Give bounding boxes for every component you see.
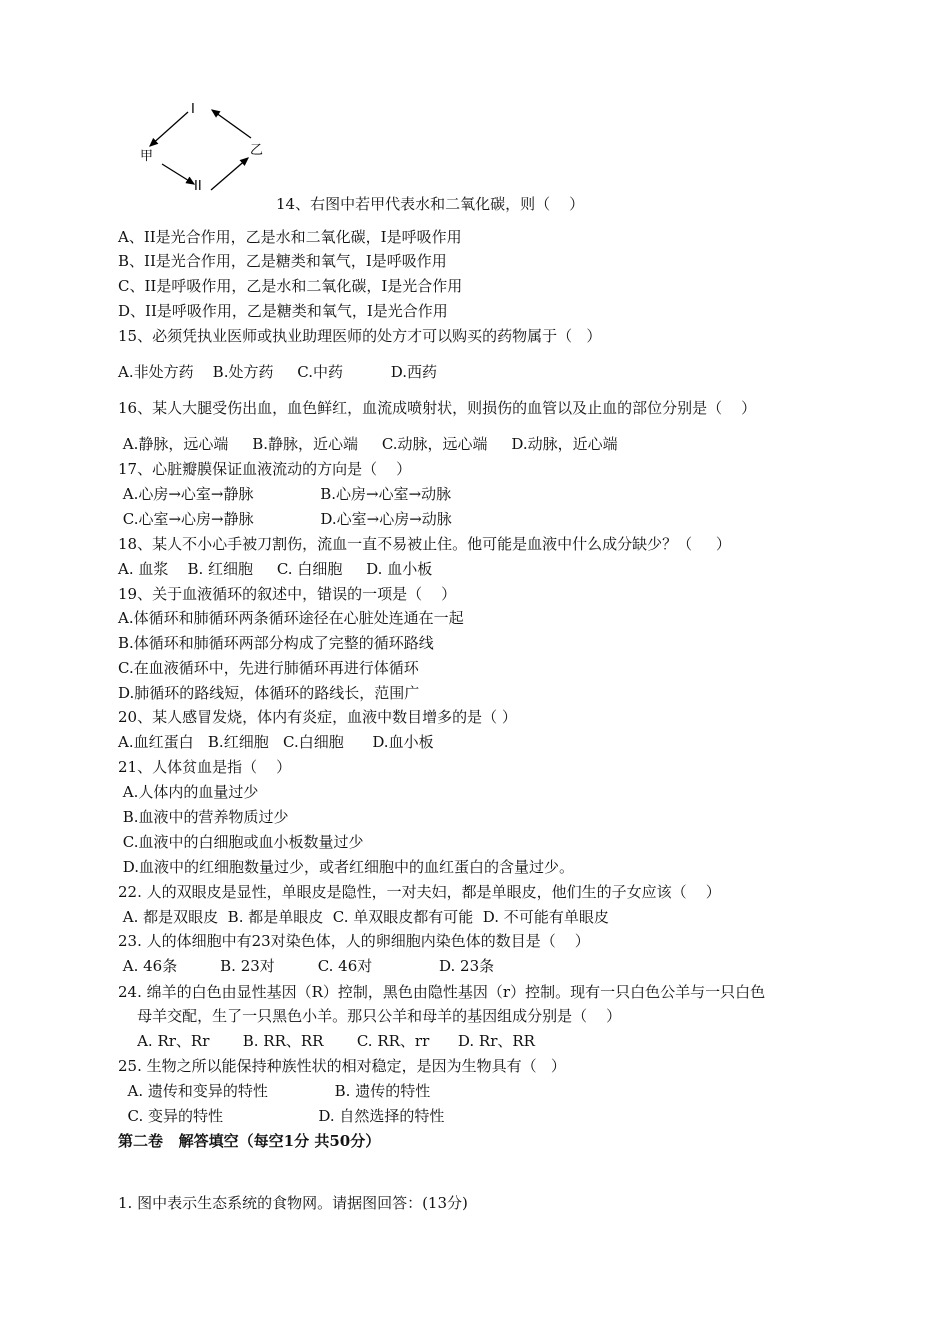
question-22: 22. 人的双眼皮是显性，单眼皮是隐性，一对夫妇，都是单眼皮，他们生的子女应该（ ） (118, 883, 721, 901)
q24-options: A. Rr、Rr B. RR、RR C. RR、rr D. Rr、RR (118, 1032, 535, 1050)
arrow-I-to-jia (150, 112, 188, 146)
label-II: II (194, 179, 202, 194)
question-14: 14、右图中若甲代表水和二氧化碳，则（ ） (276, 195, 585, 213)
question-15: 15、必须凭执业医师或执业助理医师的处方才可以购买的药物属于（ ） (118, 327, 602, 345)
q19-option-c: C.在血液循环中，先进行肺循环再进行体循环 (118, 659, 419, 677)
q17-options-cd: C.心室→心房→静脉 D.心室→心房→动脉 (118, 510, 452, 528)
q21-option-a: A.人体内的血量过少 (118, 783, 259, 801)
q16-options: A.静脉，远心端 B.静脉，近心端 C.动脉，远心端 D.动脉，近心端 (118, 435, 618, 453)
question-17: 17、心脏瓣膜保证血液流动的方向是（ ） (118, 460, 412, 478)
question-20: 20、某人感冒发烧，体内有炎症，血液中数目增多的是（ ） (118, 708, 517, 726)
q20-options: A.血红蛋白 B.红细胞 C.白细胞 D.血小板 (118, 733, 434, 751)
q15-options: A.非处方药 B.处方药 C.中药 D.西药 (118, 363, 437, 381)
arrow-II-to-yi (211, 158, 248, 190)
arrow-jia-to-II (162, 164, 194, 184)
q25-options-ab: A. 遗传和变异的特性 B. 遗传的特性 (118, 1082, 431, 1100)
question-19: 19、关于血液循环的叙述中，错误的一项是（ ） (118, 585, 457, 603)
q19-option-d: D.肺循环的路线短，体循环的路线长，范围广 (118, 684, 420, 702)
q19-option-b: B.体循环和肺循环两部分构成了完整的循环路线 (118, 634, 434, 652)
question-16: 16、某人大腿受伤出血，血色鲜红，血流成喷射状，则损伤的血管以及止血的部位分别是（ ） (118, 399, 757, 417)
question-21: 21、人体贫血是指（ ） (118, 758, 292, 776)
cycle-diagram (136, 98, 286, 196)
question-18: 18、某人不小心手被刀割伤，流血一直不易被止住。他可能是血液中什么成分缺少？（ ） (118, 535, 731, 553)
question-24-line2: 母羊交配，生了一只黑色小羊。那只公羊和母羊的基因组成分别是（ ） (118, 1007, 622, 1025)
q14-option-d: D、II是呼吸作用，乙是糖类和氧气，I是光合作用 (118, 302, 448, 320)
section-2-question-1: 1. 图中表示生态系统的食物网。请据图回答：(13分) (118, 1194, 468, 1212)
q25-options-cd: C. 变异的特性 D. 自然选择的特性 (118, 1107, 445, 1125)
section-2-title: 第二卷 解答填空（每空1分 共50分） (118, 1132, 381, 1150)
q14-option-b: B、II是光合作用，乙是糖类和氧气，I是呼吸作用 (118, 252, 447, 270)
q19-option-a: A.体循环和肺循环两条循环途径在心脏处连通在一起 (118, 609, 464, 627)
q23-options: A. 46条 B. 23对 C. 46对 D. 23条 (118, 957, 495, 975)
question-25: 25. 生物之所以能保持种族性状的相对稳定，是因为生物具有（ ） (118, 1057, 566, 1075)
question-23: 23. 人的体细胞中有23对染色体，人的卵细胞内染色体的数目是（ ） (118, 932, 590, 950)
q18-options: A. 血浆 B. 红细胞 C. 白细胞 D. 血小板 (118, 560, 433, 578)
q17-options-ab: A.心房→心室→静脉 B.心房→心室→动脉 (118, 485, 452, 503)
label-yi: 乙 (250, 143, 264, 158)
arrow-yi-to-I (212, 110, 251, 138)
q22-options: A. 都是双眼皮 B. 都是单眼皮 C. 单双眼皮都有可能 D. 不可能有单眼皮 (118, 908, 609, 926)
label-jia: 甲 (140, 149, 154, 164)
q21-option-b: B.血液中的营养物质过少 (118, 808, 289, 826)
label-I: I (191, 102, 195, 117)
q14-option-c: C、II是呼吸作用，乙是水和二氧化碳，I是光合作用 (118, 277, 463, 295)
q21-option-c: C.血液中的白细胞或血小板数量过少 (118, 833, 364, 851)
q14-option-a: A、II是光合作用，乙是水和二氧化碳，I是呼吸作用 (118, 228, 462, 246)
q21-option-d: D.血液中的红细胞数量过少，或者红细胞中的血红蛋白的含量过少。 (118, 858, 575, 876)
question-24-line1: 24. 绵羊的白色由显性基因（R）控制，黑色由隐性基因（r）控制。现有一只白色公羊与一只白色 (118, 983, 766, 1001)
